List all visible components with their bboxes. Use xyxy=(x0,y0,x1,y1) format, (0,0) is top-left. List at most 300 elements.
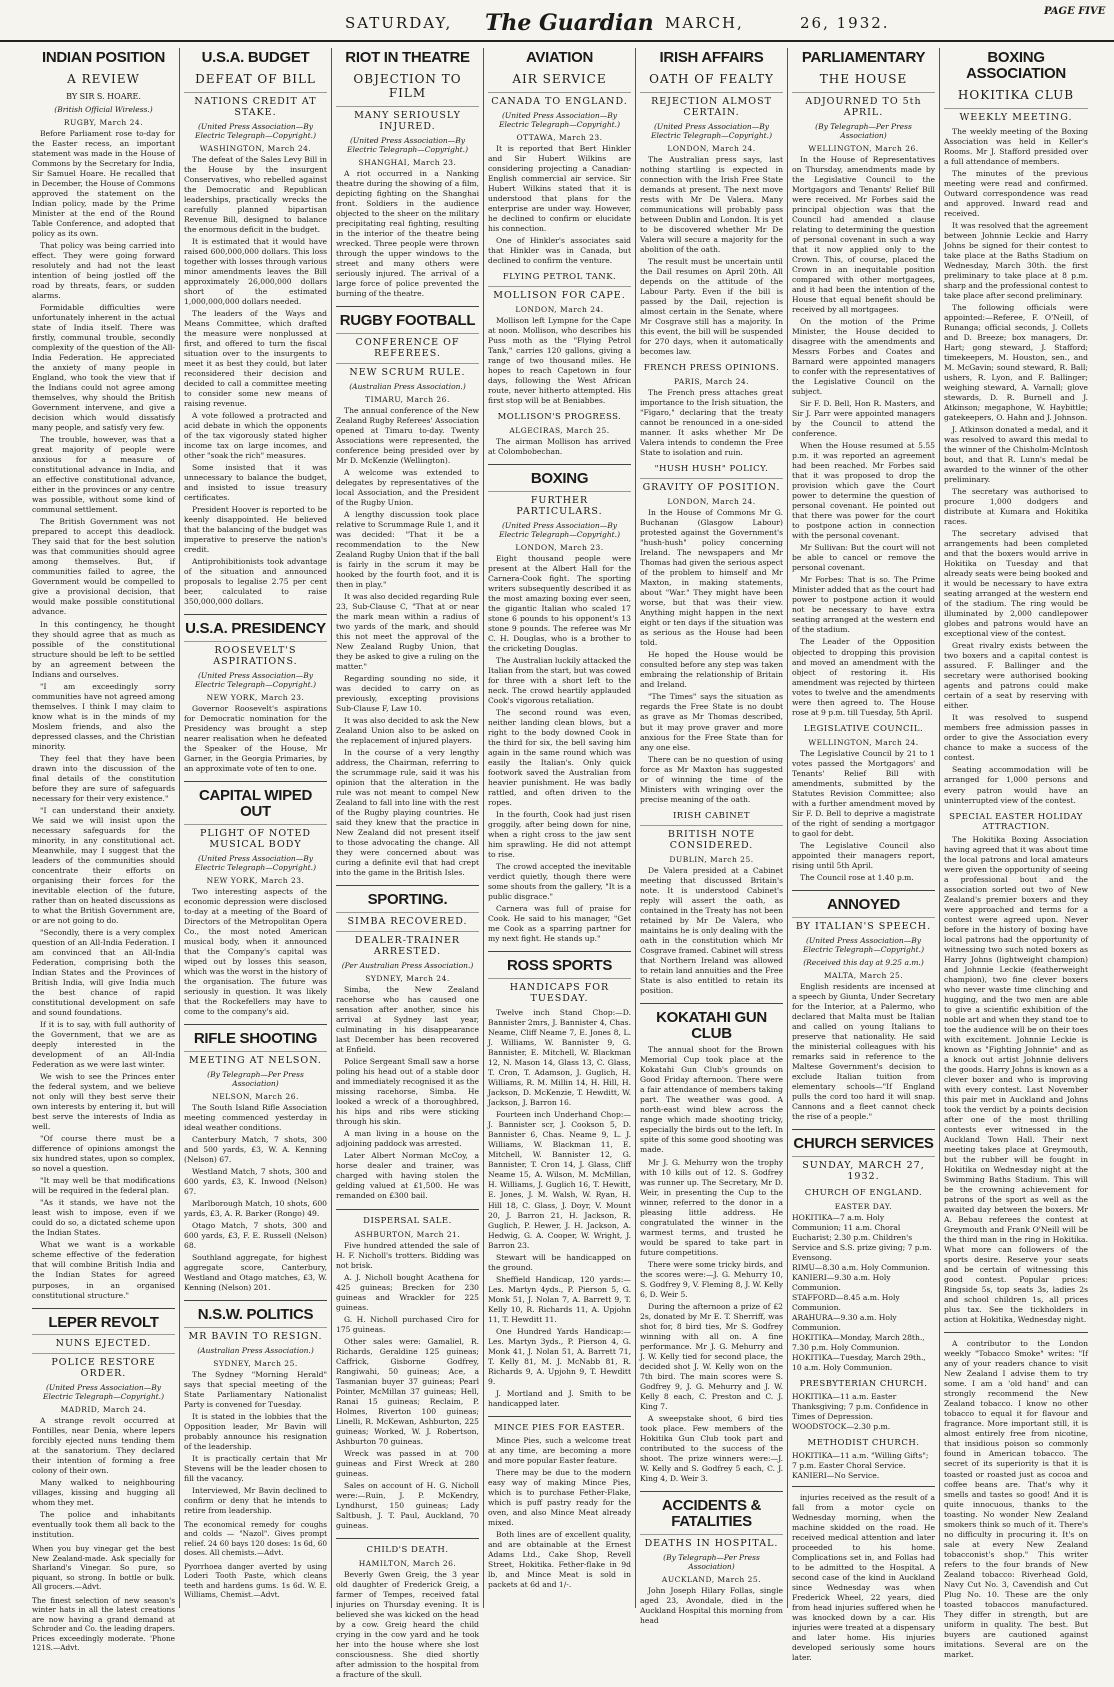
subheading: PRESBYTERIAN CHURCH. xyxy=(799,1378,928,1389)
dateline: NEW YORK, March 23. xyxy=(206,693,305,703)
column-7 xyxy=(940,48,1092,1659)
service-list xyxy=(792,1392,935,1432)
credit: (United Press Association—By Electric Telegraph—Copyright.) xyxy=(802,935,924,954)
story-usa-presidency xyxy=(184,621,327,782)
paragraph: Sir F. D. Bell, Hon R. Masters, and Sir J. Parr were appointed managers by the Council to attend the conference. xyxy=(792,399,935,439)
paragraph: The trouble, however, was that a great majority of people were anxious for a measure of constitutional advance in India, and an effective constitutional advance, either in the provinces or any centre was possible, without some kind of communal settlement. xyxy=(32,435,175,515)
dateline: LONDON, March 24. xyxy=(667,143,756,153)
story-body xyxy=(32,129,175,1301)
paragraph: The Hokitika Boxing Association having agreed that it was about time the local patrons and local amateurs were given the opportunity of seeing a professional bout and the association sorted out two of New Zealand's premier boxers and they were approached and terms for a contest were agreed upon. Never before in the history of boxing have local patrons had the opportunity of witnessing two such noted boxers as Harry Johns (lightweight champion) and Johnnie Leckie (featherweight champion), two fine clever boxers who never waste time clinching and hugging, and the two men are able to give a scientific exhibition of the noble art and when they stand toe to toe the audience will be on their toes with excitement. Johnnie Leckie is known as "Fighting Johnnie" and as a knock out artist Johnnie delivers the goods. Harry Johns is known as a clever boxer and who is improving with every contest. Last November this pair met in Auckland and Johns took the verdict by a points decision after one of the most thrilling contests ever witnessed in the Auckland Town Hall. Their next meeting takes place at Greymouth, but the rubber will be fought in Hokitika on Wednesday night at the Swimming Baths Stadium. This will be the crowning achievement for patrons of the sport as well as the awaited day between the boxers. Mr A. Bebau referees the contest at Greymouth and Frank O'Neill will be the third man in the ring in Hokitika. What more can followers of the sports desire. Reserve your seats and be certain of witnessing this good contest. Popular prices: Ringside 5s, top seats 3s, ladies 2s and school children 1s, all prices plus tax. See the tickholders in action at Hokitika, Wednesday night. xyxy=(944,834,1088,1325)
deck: DEALER-TRAINER ARRESTED. xyxy=(336,931,479,957)
story-body xyxy=(336,1241,479,1531)
paragraph: The annual shoot for the Brown Memorial Cup took place at the Kokatahi Gun Club's grounds on Good Friday afternoon. There were a fair attendance of members taking part. The weather was good. A north-east wind blew across the range which made shooting tricky, especially the birds out to the left. In spite of this some good shooting was made. xyxy=(640,1045,783,1155)
dateline: NELSON, March 26. xyxy=(212,1091,299,1101)
story-body xyxy=(336,985,479,1201)
service-item: HOKITIKA—11 a.m. "Willing Gifts"; 7 p.m. Easter Choral Service. xyxy=(792,1450,929,1470)
headline: IRISH AFFAIRS xyxy=(659,49,764,66)
paragraph: Mr J. G. Mehurry won the trophy with 10 kills out of 12. S. Godfrey was runner up. The Secretary, Mr D. Weir, in presenting the Cup to the winner, referred to the donor in a pleasing little address. He congratulated the winner in the warmest terms, and trusted he would be spared to take part in future competitions. xyxy=(640,1157,783,1257)
credit: (British Official Wireless.) xyxy=(54,104,153,114)
credit: (United Press Association—By Electric Telegraph—Copyright.) xyxy=(194,853,316,872)
dateline: DUBLIN, March 25. xyxy=(669,854,754,864)
service-item: ARAHURA—9.30 a.m. Holy Communion. xyxy=(792,1312,897,1332)
story-ross-sports xyxy=(488,958,631,1416)
deck: SIMBA RECOVERED. xyxy=(336,912,479,927)
dateline: MALTA, March 25. xyxy=(823,970,904,980)
headline: LEPER REVOLT xyxy=(48,1313,159,1331)
story-body xyxy=(488,1436,631,1590)
paragraph: English residents are incensed at a speech by Giunta, Under Secretary for the Interior, at a Palermo, who declared that Malta must be Italian and called on young Italians to preserve that nationality. He said the ministerial colleagues with his remarks said in reference to the Maltese Government's decision to exclude Italian tuition from elementary schools—"If England pulls the cord too hard it will snap. Cannons and a fleet cannot check the rise of a people." xyxy=(792,981,935,1121)
masthead xyxy=(0,0,1114,42)
deck: MANY SERIOUSLY INJURED. xyxy=(336,106,479,132)
paragraph: Before Parliament rose to-day for the Easter recess, an important statement was made in the House of Commons by the Secretary for India, Sir Samuel Hoare. He recalled that in December, the House of Commons approved the statement on the Indian policy, made by the Prime Minister at the end of the Round Table Conference, and adopted that policy as its own. xyxy=(32,128,175,238)
paragraph: "The Times" says the situation as regards the Free State is no doubt as grave as Mr Thomas described, but it may prove graver and more anxious for the Free State than for any one else. xyxy=(640,692,783,752)
credit: (United Press Association—By Electric Telegraph—Copyright.) xyxy=(650,121,772,140)
paragraph: There can be no question of using force as Mr Maxton has suggested or of winning the time of the Ministers with wringing over the precise meaning of the oath. xyxy=(640,754,783,804)
dateline: LONDON, March 24. xyxy=(515,304,604,314)
paragraph: It is practically certain that Mr Stevens will be the leader chosen to fill the vacancy. xyxy=(184,1453,327,1483)
dateline: OTTAWA, March 23. xyxy=(516,132,603,142)
paragraph: What we want is a workable scheme effective of the federation that will combine British India and the Indian States for agreed purposes, in an organised constitutional structure." xyxy=(32,1240,175,1300)
story-rifle-shooting xyxy=(184,1031,327,1301)
credit: (Australian Press Association.) xyxy=(349,381,466,391)
paragraph: Carnera was full of praise for Cook. He said to his manager, "Get me Cook as a sparring partner for my next fight. He stands up." xyxy=(488,904,631,944)
subheading: CHILD'S DEATH. xyxy=(366,1544,449,1555)
subheading: METHODIST CHURCH. xyxy=(807,1437,920,1448)
paragraph: Eight thousand people were present at the Albert Hall for the Carnera-Cook fight. The sporting writers subsequently described it as the most amazing boxing ever seen, the gigantic Italian who scaled 17 stone 6 pounds to his opponent's 13 stone 9 pounds. The referee was Mr C. H. Douglas, who is a brother to the cricketing Douglas. xyxy=(488,553,631,653)
paragraph: The crowd accepted the inevitable verdict quietly, though there were some shouts from the gallery, "It is a public disgrace." xyxy=(488,862,631,902)
headline: U.S.A. BUDGET xyxy=(201,49,310,66)
paragraph: One Hundred Yards Handicap:—Les. Martyn 3yds., P. Pierson 4, G. Monk 41, J. Nolan 51, A. Barrett 71, T. Kelly 81, M. J. McNabb 81, R. Richards 9, A. Upjohn 9, T. Hewditt 9. xyxy=(488,1326,631,1386)
story-boxing-association xyxy=(944,50,1088,1333)
credit: (Per Australian Press Association.) xyxy=(341,961,474,971)
paragraph: Both lines are of excellent quality, and are obtainable at the Ernest Adams Ltd., Cake Shop, Revell Street, Hokitika. Fether-flake in 9d lb, and Mince Meat is sold in packets at 6d and 1/-. xyxy=(488,1529,631,1590)
service-item: STAFFORD—8.45 a.m. Holy Communion. xyxy=(792,1292,900,1312)
story-kokatahi-gun-club xyxy=(640,1010,783,1492)
deck: PLIGHT OF NOTED MUSICAL BODY xyxy=(184,824,327,850)
headline: ROSS SPORTS xyxy=(506,957,613,975)
service-list xyxy=(792,1213,935,1373)
paragraph: Westland Match, 7 shots, 300 and 600 yards, £3, K. Inwood (Nelson) 67. xyxy=(184,1166,327,1196)
paragraph: "Secondly, there is a very complex question of an All-India Federation. I am convinced that an All-India Federation, comprising both the Indian States and the Provinces of British India, will give India much the best chance of rapid constitutional development on safe and sound foundations. xyxy=(32,927,175,1018)
paragraph: De Valera presided at a Cabinet meeting that discussed Britain's note. It is understood Cabinet's reply will assert the oath, as contained in the Treaty has not been retained by Mr De Valera, who maintains he is only dealing with the oath in the constitution which Mr Cosgrave framed. Cabinet will stress that Northern Ireland was allowed to retain land annuities and the Free State is also entitled to retain its position. xyxy=(640,865,783,995)
paragraph: Seating accommodation will be arranged for 1,000 persons and every patron would have an uninterrupted view of the contest. xyxy=(944,765,1088,805)
subheading: LEGISLATIVE COUNCIL. xyxy=(803,723,924,734)
paragraph: The second round was even, neither landing clean blows, but a right to the body downed Cook in the third for six, the bell saving him again in the same round which was easily the Italian's. Only quick footwork saved the Australian from heavier punishment. He was badly rattled, and often driven to the ropes. xyxy=(488,708,631,808)
credit: (United Press Association—By Electric Telegraph—Copyright.) xyxy=(194,671,316,690)
story-sporting xyxy=(336,892,479,1209)
subheading: EASTER DAY. xyxy=(834,1201,893,1211)
paragraph: The Council rose at 1.40 p.m. xyxy=(800,872,914,882)
story-body xyxy=(944,835,1088,1326)
masthead-date: 26, 1932. xyxy=(800,14,890,32)
headline: N.S.W. POLITICS xyxy=(197,1306,314,1324)
story-aviation xyxy=(488,50,631,465)
page-number: PAGE FIVE xyxy=(1044,6,1106,17)
story-body xyxy=(488,437,631,457)
paragraph: Five hundred attended the sale of H. F. Nicholl's trotters. Bidding was not brisk. xyxy=(336,1240,479,1270)
paragraph: Formidable difficulties were unfortunately inherent in the actual state of India itself. There was firstly, communal trouble, secondly complexity of the question of the All-India Federation. He appreciated the anxiety of many people in England, who took the view that if the Indians could not agree among themselves, why should the British Government intervene, and give a decision which would dissatisfy many people, and satisfy very few. xyxy=(32,303,175,433)
subheading: FLYING PETROL TANK. xyxy=(502,271,617,282)
masthead-day: SATURDAY, xyxy=(345,14,453,32)
story-annoyed xyxy=(792,897,935,1130)
deck: WEEKLY MEETING. xyxy=(944,108,1088,123)
paragraph: It is stated in the lobbies that the Opposition leader, Mr Bavin will probably announce his resignation of the leadership. xyxy=(184,1411,327,1451)
credit: (United Press Association—By Electric Telegraph—Copyright.) xyxy=(194,121,316,140)
headline: U.S.A. PRESIDENCY xyxy=(185,620,326,638)
paragraph: "As it stands, we have not the least wish to impose, even if we could do so, a dictated scheme upon the Indian States. xyxy=(32,1198,175,1238)
subheading: CHURCH OF ENGLAND. xyxy=(804,1187,923,1198)
deck: NUNS EJECTED. xyxy=(32,1334,175,1349)
advertisement: Pyorrhoea danger averted by using Loderi Tooth Paste, which cleans teeth and hardens gums. 1s 6d. W. E. Williams, Chemist.—Advt. xyxy=(184,1561,327,1600)
masthead-month: MARCH, xyxy=(665,14,744,32)
dateline: ASHBURTON, March 21. xyxy=(354,1229,461,1239)
paragraph: The minutes of the previous meeting were read and confirmed. Outward correspondence was read and approved. Inward read and received. xyxy=(944,168,1088,218)
story-body xyxy=(640,1045,783,1484)
deck: CONFERENCE OF REFEREES. xyxy=(336,333,479,359)
story-body xyxy=(792,1493,935,1663)
paragraph: The following officials were appointed:—Referee, F. O'Neill, of Runanga; official seconds, J. Collets and D. Breeze; box managers, Dr. Hart; gong steward, J. Stafford; timekeepers, M. Houston, sen., and M. McGavin; sound steward, R. Ball; ushers, R. Lyon, and F. Ballinger; weighing steward, A. Varnall; glove stewards, D. R. Burnell and J. Atkinson; megaphone, W. Haybittle; gatekeepers, O. Hahn and J. Johnson. xyxy=(944,302,1088,422)
subheading: SPECIAL EASTER HOLIDAY ATTRACTION. xyxy=(949,811,1083,832)
paragraph: The secretary was authorised to procure 1,000 dodgers and distribute at Kumara and Hokitika races. xyxy=(944,487,1088,527)
story-body xyxy=(488,554,631,945)
paragraph: Great rivalry exists between the two boxers and a capital contest is assured. F. Ballinger and the secretary were authorised booking agents and patrons could make certain of a seat by reserving with either. xyxy=(944,641,1088,711)
subheading: IRISH CABINET xyxy=(672,810,751,821)
dateline: RUGBY, March 24. xyxy=(63,117,144,127)
paragraph: Antiprohibitionists took advantage of the situation and announced proposals to legalise 2.75 per cent beer, calculated to raise 350,000,000 dollars. xyxy=(184,557,327,607)
advertisement: When you buy vinegar get the best New Zealand-made. Ask specially for Sharland's Vinegar. So pure, so piquant, so strong. In bottle or bulk. All grocers.—Advt. xyxy=(32,1544,175,1592)
paragraph: In the House of Representatives on Thursday, amendments made by the Legislative Council to the Mortgagors and Tenants' Relief Bill were received. Mr Forbes said the principal objection was that the Council had amended a clause relating to determining the question of personal covenant in such a way that it now applied only to the Crown. This, of course, placed the Crown in an inequitable position compared with other mortgagees, and it had been the intention of the House that equal benefit should be received by all mortgagees. xyxy=(792,154,935,314)
story-body xyxy=(184,1370,327,1516)
deck: BRITISH NOTE CONSIDERED. xyxy=(640,825,783,851)
paragraph: In the fourth, Cook had just risen groggily, after being down for nine, when a right cross to the jaw sent him sprawling. He did not attempt to rise. xyxy=(488,810,631,860)
deck: AIR SERVICE xyxy=(512,71,607,86)
paragraph: Stewart will be handicapped on the ground. xyxy=(488,1252,631,1272)
deck: NATIONS CREDIT AT STAKE. xyxy=(184,92,327,118)
paragraph: The result must be uncertain until the Dail resumes on April 20th. All depends on the attitude of the Labour Party. Even if the bill is passed by the Dail, rejection is almost certain in the Senate, where Mr Cosgrave still has a majority. In this event, the bill will be suspended for 270 days, when it automatically becomes law. xyxy=(640,256,783,357)
credit: (By Telegraph—Per Press Association) xyxy=(815,121,912,140)
paragraph: A man living in a house on the adjoining paddock was arrested. xyxy=(336,1129,479,1149)
paragraph: The British Government was not prepared to accept this deadlock. They said that for the best solution was that communities should agree among themselves. But, if communities failed to agree, the Government would be compelled to give a provisional decision, that would make possible constitutional advance. xyxy=(32,517,175,617)
paragraph: The annual conference of the New Zealand Rugby Referees' Association opened at Timaru to-day. Twenty Associations were represented, the conference being presided over by Mr D. McKenzie (Wellington). xyxy=(336,405,479,465)
paragraph: It was also decided to ask the New Zealand Union also to be asked on the replacement of injured players. xyxy=(336,716,479,746)
paragraph: Mr Forbes: That is so. The Prime Minister added that as the court had power to postpone action it would not be necessary to have extra seating arranged at the western end of the stadium. xyxy=(792,575,935,635)
paragraph: Mr Sullivan: But the court will not be able to cancel or remove the personal covenant. xyxy=(792,543,935,573)
deck: BY ITALIAN'S SPEECH. xyxy=(792,917,935,932)
story-body xyxy=(184,1103,327,1293)
paragraph: Mince Pies, such a welcome treat at any time, are becoming a more and more popular Easter feature. xyxy=(488,1435,631,1465)
dateline: ALGECIRAS, March 25. xyxy=(509,426,610,436)
paragraph: Police Sergeant Small saw a horse poling his head out of a stable door and immediately recognised it as the missing racehorse, Simba. He looked a wreck of a thoroughbred, his hips and ribs were sticking through his skin. xyxy=(336,1057,479,1127)
dateline: HAMILTON, March 26. xyxy=(358,1558,457,1568)
story-body xyxy=(640,508,783,804)
story-body xyxy=(488,1008,631,1409)
paragraph: The police and inhabitants eventually took them all back to the institution. xyxy=(32,1510,175,1540)
paragraph: Many walked to neighbouring villages, kissing and hugging all whom they met. xyxy=(32,1478,175,1508)
service-list xyxy=(792,1451,935,1481)
story-irish-affairs xyxy=(640,50,783,1004)
story-body xyxy=(640,155,783,357)
credit: (United Press Association—By Electric Telegraph—Copyright.) xyxy=(346,135,468,154)
paragraph: President Hoover is reported to be keenly disappointed. He believed that the balancing of the budget was imperative to preserve the nation's credit. xyxy=(184,505,327,555)
story-leper-revolt xyxy=(32,1315,175,1658)
paragraph: When the House resumed at 5.55 p.m. it was reported an agreement had been reached. Mr Forbes said that it was proposed to drop the provision which gave the Court power to determine the question of personal covenant. He pointed out that there was power for the court to postpone action in connection with the personal covenant. xyxy=(792,441,935,541)
paragraph: Wreck was passed in at 700 guineas and First Wreck at 280 guineas. xyxy=(336,1448,479,1478)
paragraph: The Australian luckily attacked the Italian from the start, but was cowed for three with a short left to the neck. The crowd heartily applauded Cook's vigorous retaliation. xyxy=(488,656,631,706)
paragraph: During the afternoon a prize of £2 2s, donated by Mr E. T. Sherriff, was shot for, 8 bird ties, Mr S. Godfrey winning with all on. A fine performance. Mr J. G. Mehurry and J. W. Kelly tied for second place, the decided shot J. W. Kelly won on the 7th bird. The main scores were S. Godfrey 9, J. G. Mehurry and J. W. Kelly 8 each, C. Preston and C. J. King 7. xyxy=(640,1301,783,1411)
paragraph: Interviewed, Mr Bavin declined to confirm or deny that he intends to retire from leadership. xyxy=(184,1485,327,1515)
paragraph: Mollison left Lympne for the Cape at noon. Mollison, who describes his Puss moth as the "Flying Petrol Tank," carries 120 gallons, giving a range of two thousand miles. He hopes to reach Capetown in four days, following the West African route, never hitherto attempted. His first stop will be at Beniabbes. xyxy=(488,315,631,406)
paragraph: It is reported that Bert Hinkler and Sir Hubert Wilkins are considering projecting a Canadian-English commercial air service. Sir Hubert Wilkins stated that it is understood that plans for the enterprise are under way. However, he declined to confirm or elucidate his connection. xyxy=(488,143,631,233)
paragraph: J. Mortland and J. Smith to be handicapped later. xyxy=(488,1388,631,1408)
paragraph: J. Atkinson donated a medal, and it was resolved to award this medal to the winner of the Chisholm-McIntosh bout, and that R. Lunn's medal be awarded to the winner of the other preliminary. xyxy=(944,424,1088,485)
paragraph: The Sydney "Morning Herald" says that special meeting of the State Parliamentary Nationalist Party is convened for Tuesday. xyxy=(184,1369,327,1409)
headline: AVIATION xyxy=(525,49,594,66)
paragraph: Sheffield Handicap, 120 yards:—Les. Martyn 4yds., P. Pierson 5, G. Monk 51, J. Nolan 7, A. Barrett 9, T. Kelly 10, R. Richards 11, A. Upjohn 11, T. Hewditt 11. xyxy=(488,1274,631,1324)
story-church-services xyxy=(792,1136,935,1487)
paragraph: Otago Match, 7 shots, 300 and 600 yards, £3, F. E. Russell (Nelson) 68. xyxy=(184,1220,327,1250)
dateline: WASHINGTON, March 24. xyxy=(199,143,312,153)
subheading: FRENCH PRESS OPINIONS. xyxy=(643,363,780,374)
paragraph: A contributor to the London weekly "Tobacco Smoke" writes: "If any of your readers chance to visit New Zealand I advise them to try some. I am a 'old hand' and can strongly recommend the New Zealand tobacco. I know no other tobacco to equal it for flavour and fragrance. More important still, it is almost entirely free from nicotine, that insidious poison so commonly found in American tobacco. The secret of its superiority is that it is toasted or roasted just as cocoa and coffee beans are. That's why it smells and tastes so good! And it is quite innocuous, thanks to the toasting. No wonder New Zealand smokers think so much of it. There's no difficulty in procuring it. It's on sale at every New Zealand tobacconist's shop." This writer refers to the four brands of New Zealand tobacco: Riverhead Gold, Navy Cut No. 3, Cavendish and Cut Plug No. 10. These are the only toasted tobaccos manufactured. They differ in strength, but are uniform in quality. The best. But buyers are cautioned against imitations. Several are on the market. xyxy=(944,1339,1088,1659)
story-riot-in-theatre xyxy=(336,50,479,307)
story-body xyxy=(184,155,327,608)
paragraph: In the House of Commons Mr G. Buchanan (Glasgow Labour) protested against the Government's "hush-hush" policy concerning Ireland. The newspapers and Mr Thomas had given the serious aspect of the problem to himself and Mr Maxton, in making statements, about "War." They might have been worse, but that was their view. Anything might happen in the next eight or ten days if the situation was as serious as the House had been told. xyxy=(640,508,783,648)
paragraph: Two interesting aspects of the economic depression were disclosed to-day at a meeting of the Board of Directors of the Metropolitan Opera Co., the most noted American musical body, when it announced that the Company's capital was wiped out by losses this season, which was the worst in the history of the organisation. The future was seriously in question. It was likely that the Rockefellers may have to come to the company's aid. xyxy=(184,886,327,1016)
story-tobacco xyxy=(944,1339,1088,1667)
column-1 xyxy=(28,48,180,1653)
headline: BOXING xyxy=(530,470,589,488)
dateline: SYDNEY, March 25. xyxy=(213,1358,298,1368)
deck: ADJOURNED TO 5th APRIL. xyxy=(792,92,935,118)
paragraph: There were some tricky birds, and the scores were:—J. G. Mehurry 10, S. Godfrey 9, V. Fleming 8, J. W. Kelly 6, D. Weir 5. xyxy=(640,1259,783,1299)
paragraph: A lengthy discussion took place relative to Scrummage Rule 1, and it was decided: "That it be a recommendation to the New Zealand Rugby Union that if the ball is fairly in the scrum it may be hooked by the fourth foot, and it is then in play." xyxy=(336,509,479,589)
headline: CHURCH SERVICES xyxy=(793,1134,934,1152)
headline: BOXING ASSOCIATION xyxy=(966,49,1066,82)
story-body xyxy=(640,1586,783,1626)
story-body xyxy=(488,144,631,266)
paragraph: One of Hinkler's associates said that Hinkler was in Canada, but declined to confirm the venture. xyxy=(488,235,631,265)
story-childs-death xyxy=(336,1545,479,1687)
service-item: HOKITIKA—Tuesday, March 29th., 10 a.m. Holy Communion. xyxy=(792,1352,926,1372)
paragraph: They feel that they have been drawn into the discussion of the final details of the constitution before they are sure of safeguards necessary for their very existence." xyxy=(32,753,175,803)
story-body xyxy=(184,704,327,774)
story-body xyxy=(792,982,935,1122)
paragraph: Some insisted that it was unnecessary to balance the budget, and insisted to issue treasury certificates. xyxy=(184,463,327,503)
column-5 xyxy=(636,48,788,1625)
service-item: KANIERI—9.30 a.m. Holy Communion. xyxy=(792,1272,891,1292)
advertisement: The economical remedy for coughs and colds — "Nazol". Gives prompt relief. 24 60 bays 120 doses: 1s 6d, 60 doses. All chemists.—Advt. xyxy=(184,1520,327,1558)
headline: ACCIDENTS & FATALITIES xyxy=(661,1497,762,1530)
deck: HOKITIKA CLUB xyxy=(957,87,1075,102)
story-boxing xyxy=(488,471,631,952)
deck: OBJECTION TO FILM xyxy=(353,71,462,100)
paragraph: Regarding sounding no side, it was decided to carry on as previously, excepting provisions Sub-Clause F, Law 10. xyxy=(336,674,479,714)
credit: (United Press Association—By Electric Telegraph—Copyright.) xyxy=(42,1383,164,1402)
dateline: PARIS, March 24. xyxy=(673,377,750,387)
headline: CAPITAL WIPED OUT xyxy=(198,787,313,821)
paragraph: We wish to see the Princes enter the federal system, and we believe not only will they best serve their own interests by entering it, but will best serve the interests of India as well. xyxy=(32,1072,175,1132)
paragraph: If it is to say, with full authority of the Government, that we are as deeply interested in the development of an All-India Federation as we were last winter. xyxy=(32,1020,175,1070)
deck: NEW SCRUM RULE. xyxy=(336,363,479,378)
story-body xyxy=(336,406,479,879)
paragraph: A. J. Nicholl bought Acathena for 425 guineas; Brecken for 230 guineas and Wrackler for 225 guineas. xyxy=(336,1272,479,1312)
paragraph: The South Island Rifle Association meeting commenced yesterday in ideal weather conditions. xyxy=(184,1102,327,1132)
credit: (Received this day at 9.25 a.m.) xyxy=(803,957,924,967)
story-usa-budget xyxy=(184,50,327,615)
paragraph: A riot occurred in a Nanking theatre during the showing of a film, depicting fighting on the Shanghai front. Soldiers in the audience objected to the sheer on the military precipitating real fighting, resulting in the interior of the theatre being wrecked. Three people were thrown through the upper windows to the street and many others were seriously injured. The arrival of a large force of police prevented the burning of the theatre. xyxy=(336,168,479,298)
column-2 xyxy=(180,48,332,1608)
paragraph: It was resolved that the agreement between Johnnie Leckie and Harry Johns be signed for their contest to take place at the Baths Stadium on Wednesday, March 30th. the first preliminary to take place at 8 p.m. sharp and the professional contest to take place after second preliminary. xyxy=(944,220,1088,300)
subheading: DISPERSAL SALE. xyxy=(363,1215,452,1226)
paragraph: The Leader of the Opposition objected to dropping this provision and moved an amendment with the object of restoring it. His amendment was rejected by thirteen votes to twelve and the amendments were then agreed to. The House rose at 9 p.m. till Tuesday, 5th April. xyxy=(792,637,935,717)
paragraph: The Legislative Council also appointed their managers report, rising until 5th April. xyxy=(792,840,935,870)
headline: RUGBY FOOTBALL xyxy=(339,311,476,329)
paragraph: Marlborough Match, 10 shots, 600 yards, £3, A. R. Barker (Rongo) 49. xyxy=(184,1198,327,1218)
paragraph: Simba, the New Zealand racehorse who has caused one sensation after another, since his arrival at Sydney last year, culminating in his disappearance last December has been recovered at Enfield. xyxy=(336,985,479,1055)
story-accidents xyxy=(640,1498,783,1633)
paragraph: A welcome was extended to delegates by representatives of the local Association, and the President of the Rugby Union. xyxy=(336,467,479,507)
story-body xyxy=(944,127,1088,806)
dateline: NEW YORK, March 23. xyxy=(206,875,305,885)
headline: ANNOYED xyxy=(827,895,900,913)
story-body xyxy=(184,887,327,1017)
deck: A REVIEW xyxy=(67,71,140,86)
paragraph: The airman Mollison has arrived at Colombobechan. xyxy=(488,437,631,457)
headline: INDIAN POSITION xyxy=(41,49,165,66)
paragraph: It is estimated that it would have raised 600,000,000 dollars. This loss together with losses through various minor amendments leaves the Bill approximately 26,000,000 dollars short of the estimated 1,000,000,000 dollars needed. xyxy=(184,236,327,306)
service-item: RIMU—8.30 a.m. Holy Communion. xyxy=(792,1262,930,1272)
paragraph: "Of course there must be a difference of opinions amongst the six hundred states, upon so complex, so novel a question. xyxy=(32,1134,175,1174)
headline: RIOT IN THEATRE xyxy=(345,49,470,66)
paragraph: Twelve inch Stand Chop:—D. Bannister 2mrs, J. Bannister 4, Chas. Neame, Cliff Neame 7, E. Jones 8, L. J. Williams, W. Bannister 9, G. Bannister, E. Mitchell, W. Blackman 12, N. Mason 14, Glass 13, C. Glass, T. Cron, T. Adamson, J. Guglich, H. Williams, R. M. Millin 14, H. Hill, H. Jackson, D. McKenzie, T. Hewditt, W. Jackson, J. Barron 16. xyxy=(488,1008,631,1108)
deck: MEETING AT NELSON. xyxy=(184,1051,327,1066)
column-4 xyxy=(484,48,636,1608)
paragraph: A sweepstake shoot, 6 bird ties took place. Few members of the Hokitika Gun Club took part and contributed to the success of the shoot. The prize winners were:—J. W. Kelly and S. Godfrey 5 each, C. J. King 4, D. Weir 3. xyxy=(640,1413,783,1483)
story-accidents-continued xyxy=(792,1493,935,1670)
paragraph: Beverly Gwen Greig, the 3 year old daughter of Frederick Greig, a farmer of Tempes, received fatal injuries on Thursday evening. It is believed she was kicked on the head by a cow. Greig heard the child crying in the cow yard and he took her into the house where she lost consciousness. She died shortly after admission to the hospital from a fracture of the skull. xyxy=(336,1569,479,1680)
paragraph: "I can understand their anxiety. We said we will insist upon the necessary safeguards for the minority, in any constitutional act. Meanwhile, may I suggest that the leaders of the communities should concentrate their efforts on organising their forces for the inevitable election of the future, rather than on heated discussions as to what the British Government are, or are not going to do. xyxy=(32,805,175,925)
dateline: LONDON, March 24. xyxy=(667,497,756,507)
masthead-title: The Guardian xyxy=(485,10,654,36)
paragraph: The secretary advised that arrangements had been completed and that the boxers would arrive in Hokitika on Tuesday and that already seats were being booked and it would be necessary to have extra seating arranged at the western end of the stadium. The ring would be illuminated by 2,000 candlepower globes and patrons would have an exceptional view of the contest. xyxy=(944,529,1088,639)
dateline: MADRID, March 24. xyxy=(60,1405,147,1415)
story-indian-position xyxy=(32,50,175,1309)
paragraph: It was resolved to suspend members free admission passes in order to give the Association every chance to make a success of the contest. xyxy=(944,713,1088,763)
dateline: SYDNEY, March 24. xyxy=(365,974,450,984)
story-nsw-politics xyxy=(184,1307,327,1605)
deck: MOLLISON FOR CAPE. xyxy=(488,286,631,301)
deck: CANADA TO ENGLAND. xyxy=(488,92,631,107)
service-item: HOKITIKA—Monday, March 28th., 7.30 p.m. Holy Communion. xyxy=(792,1332,925,1352)
headline: SPORTING. xyxy=(367,891,448,909)
paragraph: There may be due to the modern easy way of making Mince Pies, which is to purchase Fether-Flake, which is puff pastry ready for the oven, and also Mince Meat already mixed. xyxy=(488,1467,631,1527)
deck: HANDICAPS FOR TUESDAY. xyxy=(488,978,631,1004)
deck: OATH OF FEALTY xyxy=(649,71,774,86)
dateline: WELLINGTON, March 26. xyxy=(808,143,919,153)
paragraph: The French press attaches great importance to the Irish situation, the "Figaro," declaring that the treaty cannot be renounced in a one-sided manner. It asks whether Mr De Valera intends to condemn the Free State to isolation and ruin. xyxy=(640,388,783,458)
deck: POLICE RESTORE ORDER. xyxy=(32,1353,175,1379)
byline: BY SIR S. HOARE. xyxy=(66,91,141,101)
dateline: LONDON, March 23. xyxy=(515,542,604,552)
paragraph: Other sales were: Gamaliel, R. Richards, Geraldine 125 guineas; Caffrick, Gisborne Godfrey, Rangiwahi, 50 guineas; Ace, a Tasmanian buyer 37 guineas; Pearl Pointer, McMillan 37 guineas; Hell, Ranai 15 guineas; Reclaim, P. Holmes, Riverton 100 guineas; Linelli, R. McKewan, Ashburton, 225 guineas; Worked, W. J. Robertson, Ashburton 70 guineas. xyxy=(336,1336,479,1446)
story-body xyxy=(792,749,935,883)
paragraph: Governor Roosevelt's aspirations for Democratic nomination for the Presidency was brought a step nearer realisation when he defeated the Speaker of the House, Mr Garner, in the Georgia Primaries, by an approximate vote of ten to one. xyxy=(184,704,327,774)
paragraph: A vote followed a protracted and acid debate in which the opponents of the tax vigorously stated higher income tax on large incomes, and other "soak the rich" measures. xyxy=(184,411,327,461)
paragraph: That policy was being carried into effect. They were going forward resolutely and had not the least intention of being jostled off the road by threats, fears, or sudden alarms. xyxy=(32,240,175,300)
credit: (By Telegraph—Per Press Association) xyxy=(663,1552,760,1571)
paragraph: Later Albert Norman McCoy, a horse dealer and trainer, was charged with having stolen the gelding valued at £1,500. He was remanded on £300 bail. xyxy=(336,1151,479,1201)
story-body xyxy=(32,1416,175,1540)
paragraph: On the motion of the Prime Minister, the House decided to disagree with the amendments and Messrs Forbes and Coates and Barnard were appointed managers to confer with the representatives of the Legislative Council on the subject. xyxy=(792,317,935,397)
service-item: WOODSTOCK—2.30 p.m. xyxy=(792,1421,891,1431)
paragraph: The Legislative Council by 21 to 1 votes passed the Mortgagors' and Tenants' Relief Bill with amendments, submitted by the Statutes Revision Committee; also with a further amendment moved by Sir F. D. Bell to deprive a magistrate of the right of sending a mortgagor to gaol for debt. xyxy=(792,748,935,838)
story-rugby-football xyxy=(336,313,479,886)
story-capital-wiped-out xyxy=(184,788,327,1025)
paragraph: injuries received as the result of a fall from a motor cycle on Wednesday morning, when the machine skidded on the road. He received medical attention and later proceeded to his home. Complications set in, and Follas had to be admitted to the Hospital. A second case of the kind in Auckland since Wednesday was when Frederick Wheel, 22 years, died from head injuries suffered when he was knocked down by a car. His injuries were treated at a dispensary and later home. His injuries developed seriously some hours later. xyxy=(792,1492,935,1663)
paragraph: In this contingency, he thought they should agree that as much as possible of the constitutional structure should be left to be settled by an agreement between the Indians and ourselves. xyxy=(32,619,175,679)
paragraph: Canterbury Match, 7 shots, 300 and 500 yards, £3, W. A. Kenning (Nelson) 67. xyxy=(184,1134,327,1164)
subheading: MOLLISON'S PROGRESS. xyxy=(497,412,622,423)
dateline: AUCKLAND, March 25. xyxy=(661,1574,762,1584)
paragraph: The weekly meeting of the Boxing Association was held in Keller's Rooms. Mr J. Stafford presided over a full attendance of members. xyxy=(944,126,1088,166)
service-item: HOKITIKA—7 a.m. Holy Communion; 11 a.m. Choral Eucharist; 2.30 p.m. Children's Service and S.S. prize giving; 7 p.m. Evensong. xyxy=(792,1212,932,1262)
story-body xyxy=(640,388,783,458)
story-body xyxy=(488,316,631,406)
story-body xyxy=(640,866,783,996)
paragraph: The Australian press says, last nothing startling is expected in connection with the Irish Free State demands at present. The next move rests with Mr De Valera. Many communications will probably pass between Dublin and London. It is yet to be discovered whether Mr De Valera will secure a majority for the abolition of the oath. xyxy=(640,154,783,254)
deck: FURTHER PARTICULARS. xyxy=(488,491,631,517)
subheading: "HUSH HUSH" POLICY. xyxy=(654,464,769,475)
story-body xyxy=(944,1339,1088,1660)
paragraph: G. H. Nicholl purchased Ciro for 175 guineas. xyxy=(336,1314,479,1334)
service-item: HOKITIKA—11 a.m. Easter Thanksgiving; 7 p.m. Confidence in Times of Depression. xyxy=(792,1391,929,1421)
paragraph: Southland aggregate, for highest aggregate score, Canterbury, Westland and Otago matches, £3, W. Kenning (Nelson) 201. xyxy=(184,1252,327,1293)
credit: (United Press Association—By Electric Telegraph—Copyright.) xyxy=(498,520,620,539)
paragraph: The defeat of the Sales Levy Bill in the House by the insurgent Conservatives, who rebelled against the Democratic and Republican leaderships, practically wrecks the carefully planned bipartisan Revenue Bill, designed to balance the enormous deficit in the budget. xyxy=(184,154,327,234)
paragraph: Fourteen inch Underhand Chop:—J. Bannister scr, J. Cookson 5, D. Bannister 6, Chas. Neame 9, L. J. Williams, W. Blackman 11, E. Mitchell, W. Bannister 12, G. Bannister, T. Cron 14, J. Glass, Cliff Neame 15, A. Wilson, M. McMillan, H. Williams, J. Guglich 16, T. Hewitt, E. Jones, J. M. Walsh, W. Ryan, H. Hill 18, C. Glass, J. Doyr, V. Mount 20, J. Barron 21, H. Jackson, R. Guglich, P. Hewer, J. H. Jackson, A. Hedwig, G. A. Cooper, W. Wright, J. Barron 23. xyxy=(488,1110,631,1250)
credit: (Australian Press Association.) xyxy=(197,1345,314,1355)
deck: DEATHS IN HOSPITAL. xyxy=(640,1534,783,1549)
paragraph: "I am exceedingly sorry communities have not agreed among themselves. I think I may claim to know what is in the minds of my Moslem friends, and also the depressed classes, and the Christian minority. xyxy=(32,681,175,751)
paragraph: "It may well be that modifications will be required in the federal plan. xyxy=(32,1176,175,1196)
story-dispersal-sale xyxy=(336,1216,479,1539)
headline: PARLIAMENTARY xyxy=(801,49,926,66)
deck: ROOSEVELT'S ASPIRATIONS. xyxy=(184,641,327,667)
credit: (By Telegraph—Per Press Association) xyxy=(207,1069,304,1088)
column-3 xyxy=(332,48,484,1680)
service-item: KANIERI—No Service. xyxy=(792,1470,880,1480)
dateline: TIMARU, March 26. xyxy=(365,394,450,404)
deck: THE HOUSE xyxy=(819,71,908,86)
credit: (United Press Association—By Electric Telegraph—Copyright.) xyxy=(498,110,620,129)
deck: MR BAVIN TO RESIGN. xyxy=(184,1327,327,1342)
paragraph: A strange revolt occurred at Fontilles, near Denia, where lepers forcibly ejected nuns tending them at the sanatorium. They declared their intention of forming a free colony of their own. xyxy=(32,1416,175,1476)
paragraph: It was also decided regarding Rule 23, Sub-Clause C, "That at or near the mark mean within a radius of two yards of the mark, and should this not meet the approval of the New Zealand Rugby Union, that they be asked to give a ruling on the matter." xyxy=(336,591,479,672)
paragraph: Sales on account of H. G. Nicholl were:—Ruin, J. P. McKendry, Lyndhurst, 150 guineas; Lady Saltbush, J. T. Paul, Auckland, 70 guineas. xyxy=(336,1480,479,1530)
dateline: SHANGHAI, March 23. xyxy=(358,157,457,167)
subheading: MINCE PIES FOR EASTER. xyxy=(494,1422,625,1433)
deck: REJECTION ALMOST CERTAIN. xyxy=(640,92,783,118)
story-body xyxy=(792,155,935,718)
headline: RIFLE SHOOTING xyxy=(193,1030,318,1047)
paragraph: The leaders of the Ways and Means Committee, which drafted the measure were nonplussed at first, and offered to turn the fiscal situation over to the insurgents to meet it as best they could, but later reconsidered their decision and decided to call a committee meeting to consider some new means of raising revenue. xyxy=(184,308,327,409)
deck: SUNDAY, MARCH 27, 1932. xyxy=(792,1156,935,1182)
deck: DEFEAT OF BILL xyxy=(195,71,316,86)
dateline: WELLINGTON, March 24. xyxy=(808,737,919,747)
columns xyxy=(28,48,1110,1680)
paragraph: John Joseph Hilary Follas, single aged 23, Avondale, died in the Auckland Hospital this morning from head xyxy=(640,1585,783,1625)
deck: GRAVITY OF POSITION. xyxy=(640,478,783,493)
